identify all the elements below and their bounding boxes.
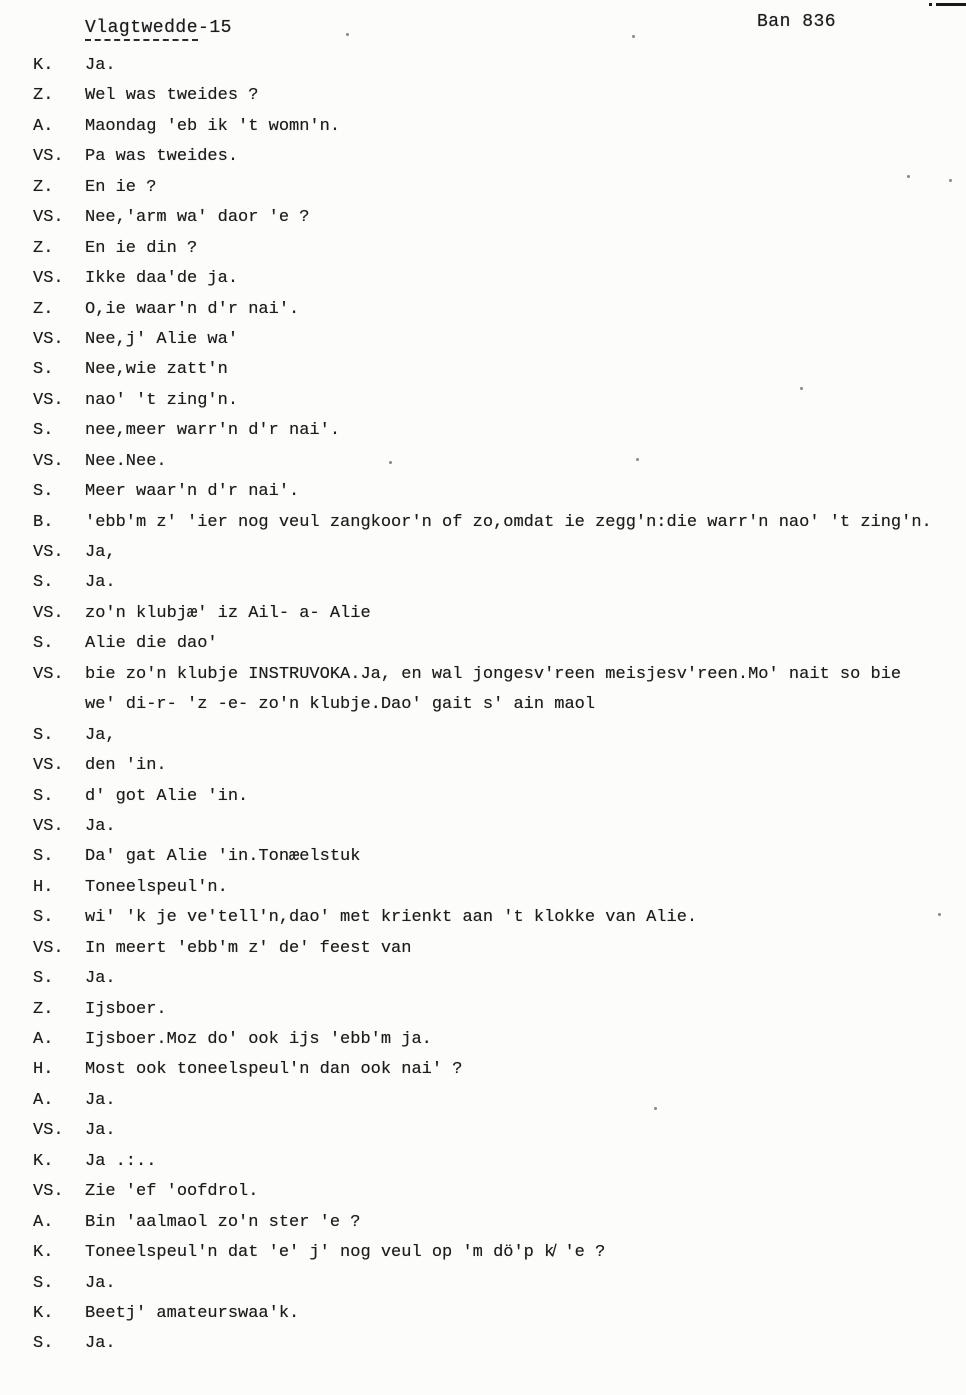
scan-speck: [632, 35, 635, 38]
speaker-label: VS.: [33, 756, 64, 776]
speaker-label: [33, 690, 85, 720]
utterance-text: Nee,wie zatt'n: [85, 360, 228, 380]
transcript-line: [0, 264, 966, 294]
scan-speck: [949, 179, 952, 182]
speaker-label: VS.: [33, 938, 64, 958]
page-reference: Ban 836: [757, 12, 837, 32]
speaker-label: Z.: [33, 299, 54, 319]
speaker-label: K.: [33, 1243, 54, 1263]
utterance-text: Zie 'ef 'oofdrol.: [85, 1182, 259, 1202]
utterance-text: Ja.: [85, 816, 116, 836]
speaker-label: S.: [33, 969, 54, 989]
utterance-text: we' di-r- 'z -e- zo'n klubje.Dao' gait s' ain maol: [85, 695, 596, 715]
speaker-label: VS.: [33, 208, 64, 228]
transcript-line: [0, 721, 966, 751]
speaker-label: S.: [33, 908, 54, 928]
utterance-text: Most ook toneelspeul'n dan ook nai' ?: [85, 1060, 463, 1080]
transcript-line: [0, 355, 966, 385]
speaker-label: VS.: [33, 543, 64, 562]
speaker-label: VS.: [33, 451, 64, 471]
page-title-number: -15: [198, 18, 232, 38]
transcript-line: [0, 1086, 966, 1116]
page-title: [85, 18, 232, 41]
speaker-label: S.: [33, 847, 54, 867]
scan-speck: [907, 175, 910, 178]
transcript-line: [0, 873, 966, 903]
utterance-text: Ijsboer.Moz do' ook ijs 'ebb'm ja.: [85, 1030, 432, 1049]
transcript-line: [0, 934, 966, 964]
speaker-label: S.: [33, 634, 54, 654]
scan-speck: [654, 1107, 657, 1110]
speaker-label: Z.: [33, 86, 54, 106]
speaker-label: S.: [33, 1334, 54, 1354]
utterance-text: 'ebb'm z' 'ier nog veul zangkoor'n of zo,omdat ie zegg'n:die warr'n nao' 't zing'n.: [85, 512, 932, 532]
transcript-line: [0, 964, 966, 994]
transcript-line: [0, 386, 966, 416]
transcript-line: [0, 690, 966, 720]
speaker-label: S.: [33, 421, 54, 441]
utterance-text: Meer waar'n d'r nai'.: [85, 482, 300, 502]
utterance-text: Wel was tweides ?: [85, 86, 259, 106]
utterance-text: Ijsboer.: [85, 999, 167, 1019]
utterance-text: zo'n klubjæ' iz Ail- a- Alie: [85, 603, 371, 623]
utterance-text: Maondag 'eb ik 't womn'n.: [85, 116, 341, 136]
transcript-line: [0, 477, 966, 507]
page-title-location: Vlagtwedde: [85, 18, 198, 41]
utterance-text: Toneelspeul'n dat 'e' j' nog veul op 'm dö'p k̸ 'e ?: [85, 1243, 606, 1263]
transcript-line: [0, 234, 966, 264]
transcript-line: [0, 1329, 966, 1359]
transcript-line: [0, 629, 966, 659]
utterance-text: Toneelspeul'n.: [85, 877, 228, 897]
transcript-line: [0, 51, 966, 81]
speaker-label: VS.: [33, 816, 64, 836]
scan-artifact-corner-line: [936, 3, 966, 6]
transcript-line: [0, 447, 966, 477]
utterance-text: Alie die dao': [85, 634, 218, 654]
transcript-line: [0, 782, 966, 812]
speaker-label: S.: [33, 360, 54, 380]
speaker-label: A.: [33, 1030, 54, 1049]
transcript-line: [0, 81, 966, 111]
transcript-line: [0, 812, 966, 842]
utterance-text: nao' 't zing'n.: [85, 390, 239, 410]
transcript-line: [0, 1208, 966, 1238]
transcript-line: [0, 1238, 966, 1268]
transcript-line: [0, 203, 966, 233]
speaker-label: B.: [33, 512, 54, 532]
speaker-label: VS.: [33, 390, 64, 410]
transcript-line: [0, 295, 966, 325]
utterance-text: Nee,j' Alie wa': [85, 329, 239, 349]
utterance-text: Ja,: [85, 725, 116, 745]
utterance-text: Ja.: [85, 1273, 116, 1293]
speaker-label: A.: [33, 116, 54, 136]
utterance-text: den 'in.: [85, 756, 167, 776]
utterance-text: Pa was tweides.: [85, 147, 239, 167]
utterance-text: wi' 'k je ve'tell'n,dao' met krienkt aan 't klokke van Alie.: [85, 908, 698, 928]
utterance-text: d' got Alie 'in.: [85, 786, 249, 806]
scan-speck: [389, 461, 392, 464]
speaker-label: VS.: [33, 603, 64, 623]
speaker-label: VS.: [33, 269, 64, 289]
utterance-text: Ikke daa'de ja.: [85, 269, 239, 289]
transcript-line: [0, 416, 966, 446]
speaker-label: VS.: [33, 1121, 64, 1141]
transcript-line: [0, 842, 966, 872]
speaker-label: H.: [33, 877, 54, 897]
speaker-label: K.: [33, 1303, 54, 1323]
transcript-line: [0, 751, 966, 781]
utterance-text: O,ie waar'n d'r nai'.: [85, 299, 300, 319]
speaker-label: S.: [33, 786, 54, 806]
utterance-text: Ja.: [85, 1121, 116, 1141]
transcript-line: [0, 1177, 966, 1207]
transcript-line: [0, 325, 966, 355]
utterance-text: Ja .:..: [85, 1151, 157, 1171]
utterance-text: Da' gat Alie 'in.Tonæelstuk: [85, 847, 361, 867]
speaker-label: VS.: [33, 147, 64, 167]
transcript-lines: [0, 51, 966, 1360]
utterance-text: nee,meer warr'n d'r nai'.: [85, 421, 341, 441]
utterance-text: Nee,'arm wa' daor 'e ?: [85, 208, 310, 228]
transcript-line: [0, 538, 966, 568]
speaker-label: S.: [33, 1273, 54, 1293]
scan-speck: [938, 913, 941, 916]
transcript-line: [0, 1269, 966, 1299]
utterance-text: Ja.: [85, 1090, 116, 1110]
transcript-line: [0, 660, 966, 690]
transcript-line: [0, 1116, 966, 1146]
utterance-text: Nee.Nee.: [85, 451, 167, 471]
utterance-text: Ja.: [85, 573, 116, 593]
transcript-line: [0, 112, 966, 142]
speaker-label: S.: [33, 482, 54, 502]
utterance-text: Bin 'aalmaol zo'n ster 'e ?: [85, 1212, 361, 1232]
transcript-line: [0, 1055, 966, 1085]
scan-speck: [636, 458, 639, 461]
transcript-line: [0, 142, 966, 172]
utterance-text: Ja.: [85, 969, 116, 989]
speaker-label: K.: [33, 56, 54, 75]
speaker-label: S.: [33, 573, 54, 593]
speaker-label: Z.: [33, 999, 54, 1019]
transcript-line: [0, 1025, 966, 1055]
utterance-text: bie zo'n klubje INSTRUVOKA.Ja, en wal jongesv'reen meisjesv'reen.Mo' nait so bie: [85, 664, 902, 684]
transcript-line: [0, 1147, 966, 1177]
transcript-line: [0, 1299, 966, 1329]
speaker-label: Z.: [33, 177, 54, 197]
utterance-text: In meert 'ebb'm z' de' feest van: [85, 938, 412, 958]
scan-artifact-corner-dash: [929, 3, 932, 6]
transcript-line: [0, 599, 966, 629]
transcript-line: [0, 903, 966, 933]
speaker-label: H.: [33, 1060, 54, 1080]
utterance-text: Ja.: [85, 56, 116, 75]
speaker-label: A.: [33, 1090, 54, 1110]
speaker-label: Z.: [33, 238, 54, 258]
transcript-line: [0, 508, 966, 538]
utterance-text: Ja.: [85, 1334, 116, 1354]
utterance-text: Beetj' amateurswaa'k.: [85, 1303, 300, 1323]
speaker-label: A.: [33, 1212, 54, 1232]
transcript-line: [0, 568, 966, 598]
speaker-label: S.: [33, 725, 54, 745]
transcript-line: [0, 995, 966, 1025]
utterance-text: Ja,: [85, 543, 116, 562]
utterance-text: En ie din ?: [85, 238, 198, 258]
transcript-line: [0, 173, 966, 203]
utterance-text: En ie ?: [85, 177, 157, 197]
speaker-label: VS.: [33, 664, 64, 684]
speaker-label: K.: [33, 1151, 54, 1171]
scan-speck: [800, 387, 803, 390]
speaker-label: VS.: [33, 329, 64, 349]
scan-speck: [346, 33, 349, 36]
speaker-label: VS.: [33, 1182, 64, 1202]
